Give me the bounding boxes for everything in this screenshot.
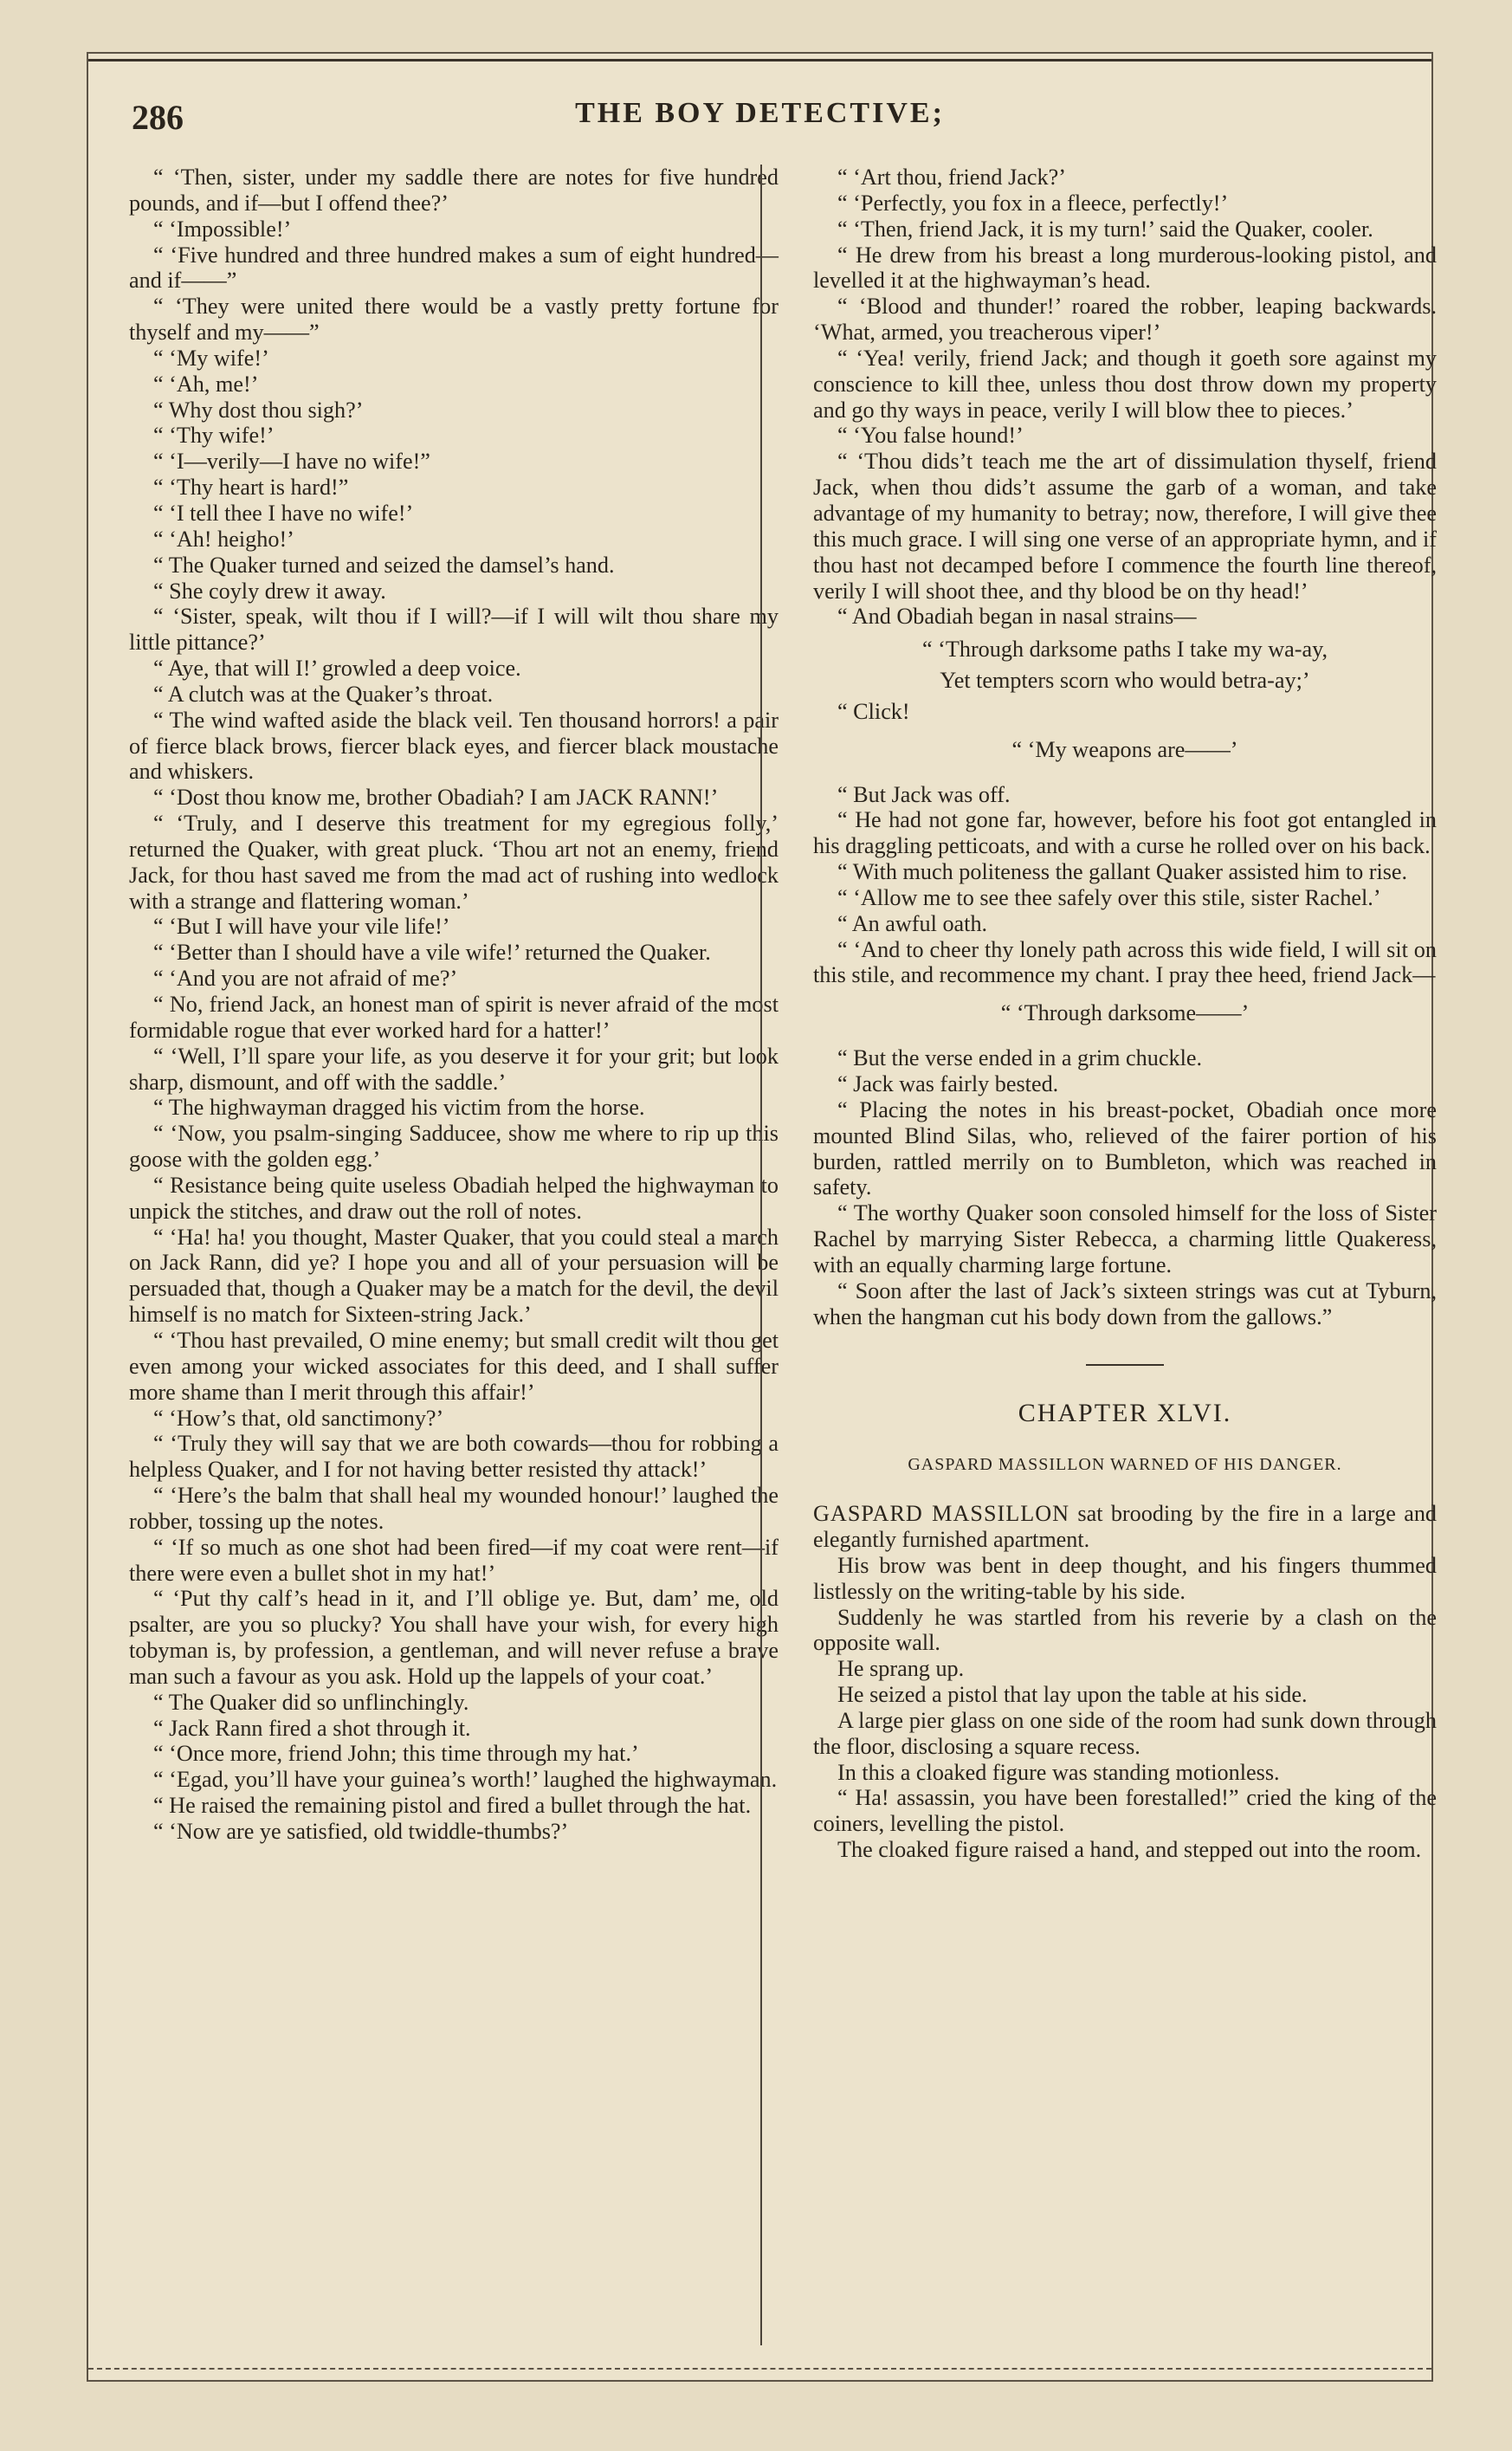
story-paragraph: “ But the verse ended in a grim chuckle.: [837, 1045, 1203, 1071]
story-paragraph: “ ‘Sister, speak, wilt thou if I will?—if I will wilt thou share my little pittance?’: [129, 604, 779, 656]
story-paragraph: “ He raised the remaining pistol and fired a bullet through the hat.: [153, 1793, 752, 1819]
right-paragraphs-c: [813, 1045, 1437, 1329]
story-paragraph: “ He had not gone far, however, before his foot got entangled in his draggling petticoats, and with a curse he rolled over on his back.: [813, 807, 1437, 859]
story-paragraph: “ ‘Then, friend Jack, it is my turn!’ said the Quaker, cooler.: [837, 216, 1373, 242]
story-paragraph: “ Jack Rann fired a shot through it.: [153, 1715, 471, 1741]
story-paragraph: “ Aye, that will I!’ growled a deep voice.: [153, 656, 521, 682]
story-paragraph: “ An awful oath.: [837, 910, 988, 936]
story-paragraph: “ ‘Thou dids’t teach me the art of dissimulation thyself, friend Jack, when thou dids’t assume the garb of a woman, and take advantage of my humanity to betray; now, therefore, I will give thee this much grace. I will sing one verse of an appropriate hymn, and if thou hast not decamped before I commence the fourth line thereof, verily I will shoot thee, and thy blood be on thy head!’: [813, 449, 1437, 604]
section-ornament-rule: [1086, 1364, 1164, 1366]
story-paragraph: “ ‘And you are not afraid of me?’: [153, 966, 458, 992]
story-paragraph: “ The worthy Quaker soon consoled himself for the loss of Sister Rachel by marrying Sister Rebecca, a charming little Quakeress, with an equally charming large fortune.: [813, 1200, 1437, 1277]
story-paragraph: “ ‘Now, you psalm-singing Sadducee, show me where to rip up this goose with the golden egg.’: [129, 1121, 779, 1173]
column-divider: [760, 165, 762, 2345]
chapter-subtitle: GASPARD MASSILLON WARNED OF HIS DANGER.: [908, 1455, 1342, 1475]
story-paragraph: “ ‘Thy wife!’: [153, 423, 275, 449]
story-paragraph: “ ‘I—verily—I have no wife!”: [153, 449, 430, 475]
bottom-rule: [88, 2368, 1431, 2370]
story-paragraph: “ She coyly drew it away.: [153, 578, 386, 604]
right-paragraphs-d: [813, 1553, 1437, 1863]
story-paragraph: “ ‘Ah! heigho!’: [153, 526, 294, 552]
chapter-paragraph: He sprang up.: [837, 1656, 965, 1682]
story-paragraph: “ ‘Well, I’ll spare your life, as you deserve it for your grit; but look sharp, dismount, and off with the saddle.’: [129, 1043, 779, 1095]
story-paragraph: “ ‘And to cheer thy lonely path across this wide field, I will sit on this stile, and recommence my chant. I pray thee heed, friend Jack—: [813, 936, 1437, 988]
story-paragraph: “ ‘Blood and thunder!’ roared the robber, leaping backwards. ‘What, armed, you treacherous viper!’: [813, 294, 1437, 346]
left-column: [129, 165, 779, 2345]
story-paragraph: “ ‘Dost thou know me, brother Obadiah? I am JACK RANN!’: [153, 785, 719, 811]
story-paragraph: “ No, friend Jack, an honest man of spirit is never afraid of the most formidable rogue that ever worked hard for a hatter!’: [129, 992, 779, 1043]
story-paragraph: “ The Quaker turned and seized the damsel’s hand.: [153, 552, 615, 578]
story-paragraph: “ ‘Ha! ha! you thought, Master Quaker, that you could steal a march on Jack Rann, did ye? I hope you and all of your persuasion will be persuaded that, though a Quaker may be a match for the devil, the devil himself is no match for Sixteen-string Jack.’: [129, 1224, 779, 1328]
story-paragraph: “ ‘They were united there would be a vastly pretty fortune for thyself and my——”: [129, 294, 779, 346]
hymn-verse-darksome: “ ‘Through darksome——’: [1000, 1000, 1250, 1026]
chapter-first-paragraph-text: sat brooding by the fire in a large and elegantly furnished apartment.: [813, 1501, 1438, 1552]
story-paragraph: “ ‘Then, sister, under my saddle there are notes for five hundred pounds, and if—but I offend thee?’: [129, 165, 779, 216]
story-paragraph: “ But Jack was off.: [837, 781, 1011, 807]
story-paragraph: “ ‘My wife!’: [153, 345, 269, 371]
story-paragraph: “ ‘You false hound!’: [837, 423, 1024, 449]
story-paragraph: “ ‘Here’s the balm that shall heal my wounded honour!’ laughed the robber, tossing up the notes.: [129, 1483, 779, 1534]
story-paragraph: “ Soon after the last of Jack’s sixteen strings was cut at Tyburn, when the hangman cut his body down from the gallows.”: [813, 1277, 1437, 1329]
story-paragraph: “ ‘Now are ye satisfied, old twiddle-thumbs?’: [153, 1819, 569, 1844]
story-paragraph: “ ‘Ah, me!’: [153, 371, 259, 397]
story-paragraph: “ ‘Better than I should have a vile wife!’ returned the Quaker.: [153, 940, 711, 966]
page-header: [88, 97, 1431, 149]
right-paragraphs-a: [813, 165, 1437, 630]
page-number: 286: [132, 98, 184, 137]
story-paragraph: “ ‘Perfectly, you fox in a fleece, perfectly!’: [837, 190, 1229, 216]
chapter-lead-name: GASPARD MASSILLON: [813, 1501, 1070, 1527]
story-paragraph: “ ‘Egad, you’ll have your guinea’s worth!’ laughed the highwayman.: [153, 1767, 778, 1793]
story-paragraph: “ He drew from his breast a long murderous-looking pistol, and levelled it at the highwayman’s head.: [813, 242, 1437, 294]
story-paragraph: “ Why dost thou sigh?’: [153, 397, 364, 423]
hymn-verse-line-2: Yet tempters scorn who would betra-ay;’: [940, 668, 1310, 694]
chapter-title: CHAPTER XLVI.: [1018, 1399, 1232, 1428]
story-paragraph: “ ‘Art thou, friend Jack?’: [837, 165, 1066, 190]
chapter-paragraph: His brow was bent in deep thought, and his fingers thummed listlessly on the writing-table by his side.: [813, 1552, 1437, 1604]
story-paragraph: “ The wind wafted aside the black veil. Ten thousand horrors! a pair of fierce black brows, fiercer black eyes, and fiercer black moustache and whiskers.: [129, 707, 779, 785]
right-paragraphs-b: [813, 782, 1437, 989]
chapter-first-paragraph: [813, 1501, 1437, 1553]
hymn-verse-weapons: “ ‘My weapons are——’: [1011, 736, 1238, 762]
story-paragraph: “ ‘But I will have your vile life!’: [153, 914, 450, 940]
story-paragraph: “ The highwayman dragged his victim from the horse.: [153, 1095, 645, 1121]
chapter-paragraph: Suddenly he was startled from his reverie by a clash on the opposite wall.: [813, 1604, 1437, 1656]
story-paragraph: “ ‘Truly, and I deserve this treatment for my egregious folly,’ returned the Quaker, with great pluck. ‘Thou art not an enemy, friend Jack, for thou hast saved me from the mad act of rushing into wedlock with a strange and flattering woman.’: [129, 811, 779, 914]
story-paragraph: “ ‘Yea! verily, friend Jack; and though it goeth sore against my conscience to kill thee, unless thou dost throw down my property and go thy ways in peace, verily I will blow thee to pieces.’: [813, 345, 1437, 423]
story-paragraph: “ The Quaker did so unflinchingly.: [153, 1689, 469, 1715]
right-column: [779, 165, 1437, 2345]
chapter-paragraph: In this a cloaked figure was standing motionless.: [837, 1759, 1280, 1785]
running-title: THE BOY DETECTIVE;: [575, 97, 945, 129]
story-paragraph: “ Placing the notes in his breast-pocket, Obadiah once more mounted Blind Silas, who, relieved of the fairer portion of his burden, rattled merrily on to Bumbleton, which was reached in safety.: [813, 1096, 1437, 1200]
story-paragraph: “ ‘I tell thee I have no wife!’: [153, 500, 414, 526]
story-paragraph: “ ‘Thou hast prevailed, O mine enemy; but small credit wilt thou get even among your wicked associates for this deed, and I shall suffer more shame than I merit through this affair!’: [129, 1327, 779, 1405]
story-paragraph: “ Jack was fairly bested.: [837, 1071, 1059, 1096]
story-paragraph: “ ‘Five hundred and three hundred makes a sum of eight hundred—and if——”: [129, 242, 779, 294]
book-page: [87, 52, 1438, 2382]
story-paragraph: “ With much politeness the gallant Quaker assisted him to rise.: [837, 859, 1408, 885]
story-paragraph: “ ‘Allow me to see thee safely over this stile, sister Rachel.’: [837, 884, 1381, 910]
story-paragraph: “ ‘How’s that, old sanctimony?’: [153, 1405, 444, 1431]
chapter-paragraph: The cloaked figure raised a hand, and stepped out into the room.: [837, 1837, 1422, 1863]
hymn-verse-line-1: “ ‘Through darksome paths I take my wa-ay,: [921, 637, 1328, 663]
chapter-paragraph: A large pier glass on one side of the room had sunk down through the floor, disclosing a square recess.: [813, 1707, 1437, 1759]
story-paragraph: “ ‘If so much as one shot had been fired—if my coat were rent—if there were even a bullet shot in my hat!’: [129, 1534, 779, 1586]
story-paragraph: “ Resistance being quite useless Obadiah helped the highwayman to unpick the stitches, and draw out the roll of notes.: [129, 1172, 779, 1224]
top-rule: [88, 59, 1431, 61]
chapter-paragraph: He seized a pistol that lay upon the table at his side.: [837, 1682, 1308, 1708]
story-paragraph: “ And Obadiah began in nasal strains—: [837, 604, 1197, 630]
chapter-paragraph: “ Ha! assassin, you have been forestalled!” cried the king of the coiners, levelling the pistol.: [813, 1785, 1437, 1837]
story-paragraph: “ ‘Put thy calf’s head in it, and I’ll oblige ye. But, dam’ me, old psalter, are you so plucky? You shall have your wish, for every high tobyman is, by profession, a gentleman, and will never refuse a brave man such a favour as you ask. Hold up the lappels of your coat.’: [129, 1586, 779, 1689]
story-paragraph: “ ‘Once more, friend John; this time through my hat.’: [153, 1741, 639, 1767]
story-paragraph: “ A clutch was at the Quaker’s throat.: [153, 681, 494, 707]
story-paragraph: “ ‘Truly they will say that we are both cowards—thou for robbing a helpless Quaker, and I for not having better resisted thy attack!’: [129, 1431, 779, 1483]
click-line: “ Click!: [837, 698, 910, 724]
story-paragraph: “ ‘Thy heart is hard!”: [153, 475, 349, 501]
story-paragraph: “ ‘Impossible!’: [153, 216, 292, 242]
